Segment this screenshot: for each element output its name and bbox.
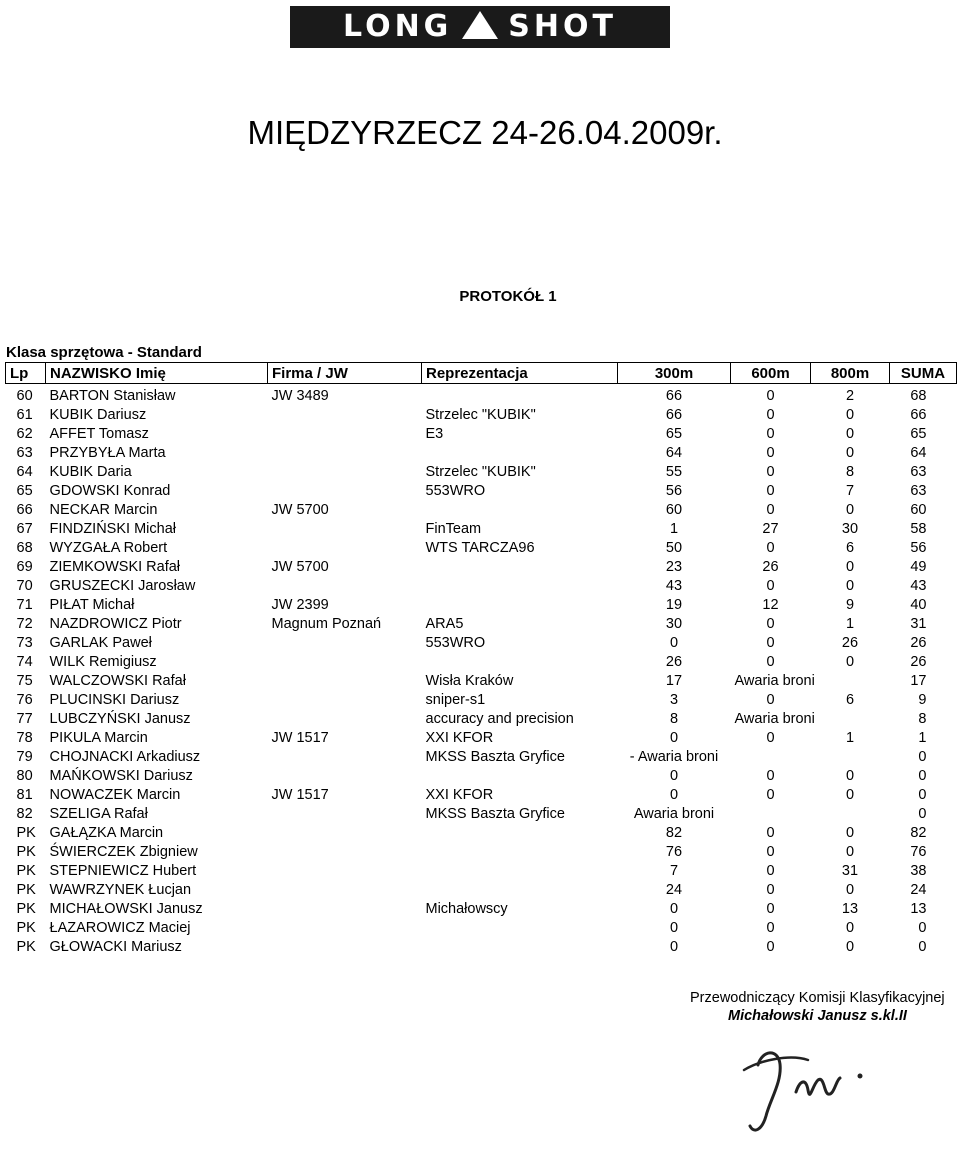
table-cell xyxy=(268,653,422,672)
table-cell: PIŁAT Michał xyxy=(49,597,135,613)
table-cell: 74 xyxy=(16,654,33,670)
table-cell xyxy=(422,501,618,520)
table-cell: FINDZIŃSKI Michał xyxy=(49,521,176,537)
table-cell: 0 xyxy=(845,407,855,423)
table-cell: 78 xyxy=(16,730,33,746)
table-cell: 0 xyxy=(766,730,775,746)
table-cell: 43 xyxy=(910,578,927,594)
column-header: 300m xyxy=(618,363,731,384)
table-cell: MICHAŁOWSKI Janusz xyxy=(49,901,203,917)
table-row xyxy=(6,384,957,407)
table-cell xyxy=(268,577,422,596)
table-cell: 49 xyxy=(910,559,927,575)
table-cell xyxy=(268,634,422,653)
table-cell: 30 xyxy=(665,616,683,632)
table-cell: 0 xyxy=(845,654,855,670)
table-cell: 76 xyxy=(910,844,927,860)
table-cell: 0 xyxy=(766,901,775,917)
table-cell: PK xyxy=(16,863,36,879)
table-cell: 0 xyxy=(766,616,775,632)
table-cell: 0 xyxy=(766,483,775,499)
table-cell: E3 xyxy=(425,426,444,442)
table-cell: 0 xyxy=(766,768,775,784)
table-row xyxy=(6,691,957,710)
table-cell: 0 xyxy=(669,635,679,651)
table-cell: Strzelec "KUBIK" xyxy=(425,407,536,423)
table-cell: GARLAK Paweł xyxy=(49,635,152,651)
table-cell: 0 xyxy=(845,844,855,860)
table-cell: 0 xyxy=(918,749,927,765)
table-cell: MAŃKOWSKI Dariusz xyxy=(49,768,193,784)
table-cell: JW 1517 xyxy=(271,787,329,803)
table-cell: 0 xyxy=(766,787,775,803)
table-cell: 7 xyxy=(845,483,855,499)
table-cell: LUBCZYŃSKI Janusz xyxy=(49,711,191,727)
logo-chevron-icon xyxy=(462,11,498,39)
footer xyxy=(690,990,960,1024)
table-cell: 0 xyxy=(845,920,855,936)
table-cell: MKSS Baszta Gryfice xyxy=(425,749,565,765)
column-header: Lp xyxy=(6,363,46,384)
table-cell: 0 xyxy=(766,445,775,461)
table-cell: 0 xyxy=(766,635,775,651)
table-cell: accuracy and precision xyxy=(425,711,574,727)
table-cell: 82 xyxy=(910,825,927,841)
table-cell: 65 xyxy=(665,426,683,442)
table-row xyxy=(6,672,957,691)
table-cell: Awaria broni xyxy=(633,806,715,822)
table-cell: 0 xyxy=(766,692,775,708)
table-cell: 60 xyxy=(16,388,33,404)
table-row xyxy=(6,862,957,881)
column-header: NAZWISKO Imię xyxy=(46,363,268,384)
table-cell xyxy=(268,843,422,862)
table-cell: 0 xyxy=(918,939,927,955)
table-cell: MKSS Baszta Gryfice xyxy=(425,806,565,822)
table-cell xyxy=(268,710,422,729)
equipment-class-title: Klasa sprzętowa - Standard xyxy=(6,344,202,361)
table-cell: PK xyxy=(16,920,36,936)
table-cell: 6 xyxy=(845,540,855,556)
table-cell: 0 xyxy=(669,901,679,917)
table-cell: CHOJNACKI Arkadiusz xyxy=(49,749,201,765)
header-row xyxy=(6,363,957,384)
table-cell: 64 xyxy=(910,445,927,461)
table-cell: 75 xyxy=(16,673,33,689)
table-cell: 55 xyxy=(665,464,683,480)
table-cell: 0 xyxy=(766,578,775,594)
table-cell: 60 xyxy=(910,502,927,518)
table-cell: 66 xyxy=(16,502,33,518)
table-cell xyxy=(422,558,618,577)
table-cell: 0 xyxy=(845,882,855,898)
table-cell: 0 xyxy=(766,407,775,423)
table-row xyxy=(6,615,957,634)
table-cell: 66 xyxy=(910,407,927,423)
table-cell: 8 xyxy=(669,711,679,727)
table-cell: 0 xyxy=(845,502,855,518)
table-cell: 0 xyxy=(766,388,775,404)
table-cell: 50 xyxy=(665,540,683,556)
table-cell: 8 xyxy=(845,464,855,480)
table-row xyxy=(6,881,957,900)
table-cell: 24 xyxy=(665,882,683,898)
table-cell xyxy=(422,384,618,407)
table-cell: PK xyxy=(16,882,36,898)
table-cell: 68 xyxy=(16,540,33,556)
table-cell: 38 xyxy=(910,863,927,879)
table-cell: GAŁĄZKA Marcin xyxy=(49,825,164,841)
table-cell: 71 xyxy=(16,597,33,613)
logo-word-right: SHOT xyxy=(508,9,617,44)
table-cell: 68 xyxy=(910,388,927,404)
table-cell: 553WRO xyxy=(425,635,486,651)
table-row xyxy=(6,653,957,672)
table-row xyxy=(6,919,957,938)
table-cell: ZIEMKOWSKI Rafał xyxy=(49,559,181,575)
table-cell xyxy=(731,748,811,767)
table-cell xyxy=(731,805,811,824)
table-cell: 63 xyxy=(910,483,927,499)
results-table xyxy=(5,362,957,957)
table-cell: - Awaria broni xyxy=(629,749,719,765)
table-cell: PK xyxy=(16,825,36,841)
chair-title: Przewodniczący Komisji Klasyfikacyjnej xyxy=(690,990,945,1006)
table-row xyxy=(6,748,957,767)
table-cell: 13 xyxy=(910,901,927,917)
table-row xyxy=(6,710,957,729)
table-cell: 0 xyxy=(669,920,679,936)
table-cell: 65 xyxy=(910,426,927,442)
table-cell: 81 xyxy=(16,787,33,803)
table-cell xyxy=(811,805,890,824)
table-cell: 70 xyxy=(16,578,33,594)
table-cell xyxy=(268,862,422,881)
table-row xyxy=(6,520,957,539)
table-cell: PK xyxy=(16,939,36,955)
table-cell xyxy=(268,767,422,786)
table-row xyxy=(6,444,957,463)
table-row xyxy=(6,900,957,919)
table-row xyxy=(6,406,957,425)
signature-image xyxy=(700,1030,950,1170)
table-cell xyxy=(422,919,618,938)
protocol-title: PROTOKÓŁ 1 xyxy=(459,288,557,305)
table-cell: Michałowscy xyxy=(425,901,508,917)
table-cell: KUBIK Dariusz xyxy=(49,407,147,423)
table-row xyxy=(6,786,957,805)
table-row xyxy=(6,539,957,558)
table-cell: 0 xyxy=(845,939,855,955)
table-cell xyxy=(422,938,618,957)
table-cell: 82 xyxy=(665,825,683,841)
table-cell: 43 xyxy=(665,578,683,594)
table-cell: SZELIGA Rafał xyxy=(49,806,148,822)
table-cell: 0 xyxy=(766,939,775,955)
table-cell: BARTON Stanisław xyxy=(49,388,176,404)
table-cell: 64 xyxy=(16,464,33,480)
chair-name: Michałowski Janusz s.kl.II xyxy=(728,1008,907,1024)
table-cell: FinTeam xyxy=(425,521,482,537)
table-cell: 19 xyxy=(665,597,683,613)
table-cell: 31 xyxy=(910,616,927,632)
table-cell xyxy=(268,444,422,463)
table-cell xyxy=(268,881,422,900)
results-table-header xyxy=(6,363,957,384)
table-cell: 6 xyxy=(845,692,855,708)
table-cell: 0 xyxy=(766,920,775,936)
table-cell: 73 xyxy=(16,635,33,651)
table-row xyxy=(6,596,957,615)
table-row xyxy=(6,729,957,748)
table-cell: 0 xyxy=(845,578,855,594)
table-cell: 0 xyxy=(918,768,927,784)
table-row xyxy=(6,482,957,501)
table-cell: NECKAR Marcin xyxy=(49,502,158,518)
table-cell: 77 xyxy=(16,711,33,727)
table-cell: 0 xyxy=(918,920,927,936)
table-cell: PRZYBYŁA Marta xyxy=(49,445,166,461)
table-cell: 31 xyxy=(841,863,859,879)
table-cell: 0 xyxy=(669,939,679,955)
table-cell: 0 xyxy=(845,559,855,575)
table-cell: 24 xyxy=(910,882,927,898)
table-cell xyxy=(268,425,422,444)
table-cell: 0 xyxy=(766,654,775,670)
table-cell: 30 xyxy=(841,521,859,537)
table-cell: WAWRZYNEK Łucjan xyxy=(49,882,192,898)
table-cell: GDOWSKI Konrad xyxy=(49,483,171,499)
table-cell: JW 5700 xyxy=(271,559,329,575)
table-cell: 0 xyxy=(845,787,855,803)
table-row xyxy=(6,558,957,577)
table-cell xyxy=(422,596,618,615)
table-cell: Magnum Poznań xyxy=(271,616,382,632)
table-cell: WALCZOWSKI Rafał xyxy=(49,673,186,689)
table-cell: 1 xyxy=(845,730,855,746)
table-cell: 0 xyxy=(669,730,679,746)
table-cell: JW 5700 xyxy=(271,502,329,518)
table-cell xyxy=(268,824,422,843)
page-title: MIĘDZYRZECZ 24-26.04.2009r. xyxy=(247,114,723,151)
table-cell: 13 xyxy=(841,901,859,917)
table-cell: 23 xyxy=(665,559,683,575)
table-row xyxy=(6,938,957,957)
table-cell: GŁOWACKI Mariusz xyxy=(49,939,182,955)
table-row xyxy=(6,824,957,843)
table-row xyxy=(6,463,957,482)
table-cell: 80 xyxy=(16,768,33,784)
table-cell: STEPNIEWICZ Hubert xyxy=(49,863,197,879)
table-cell: 56 xyxy=(665,483,683,499)
table-cell: 2 xyxy=(845,388,855,404)
longshot-logo xyxy=(290,6,670,48)
table-cell: 76 xyxy=(16,692,33,708)
table-cell: 0 xyxy=(918,787,927,803)
table-cell: ŚWIERCZEK Zbigniew xyxy=(49,844,198,860)
table-cell: 9 xyxy=(918,692,927,708)
table-cell: 56 xyxy=(910,540,927,556)
table-cell: KUBIK Daria xyxy=(49,464,132,480)
table-row xyxy=(6,425,957,444)
table-row xyxy=(6,805,957,824)
logo-word-left: LONG xyxy=(343,9,453,44)
table-cell: 0 xyxy=(845,426,855,442)
table-cell: PK xyxy=(16,844,36,860)
column-header: 600m xyxy=(731,363,811,384)
table-cell: XXI KFOR xyxy=(425,730,494,746)
table-cell: 0 xyxy=(766,863,775,879)
table-cell: 40 xyxy=(910,597,927,613)
table-cell: 1 xyxy=(845,616,855,632)
table-cell: 76 xyxy=(665,844,683,860)
table-cell: NAZDROWICZ Piotr xyxy=(49,616,182,632)
table-cell xyxy=(268,805,422,824)
table-cell xyxy=(268,672,422,691)
table-cell: ARA5 xyxy=(425,616,464,632)
table-cell: sniper-s1 xyxy=(425,692,486,708)
column-header: Reprezentacja xyxy=(422,363,618,384)
table-row xyxy=(6,843,957,862)
table-row xyxy=(6,634,957,653)
table-cell: 72 xyxy=(16,616,33,632)
table-cell: 61 xyxy=(16,407,33,423)
table-cell: 9 xyxy=(845,597,855,613)
table-cell xyxy=(422,862,618,881)
table-cell: JW 3489 xyxy=(271,388,329,404)
table-cell: PK xyxy=(16,901,36,917)
table-cell: AFFET Tomasz xyxy=(49,426,149,442)
table-cell: 82 xyxy=(16,806,33,822)
table-cell: 64 xyxy=(665,445,683,461)
table-cell: PLUCINSKI Dariusz xyxy=(49,692,180,708)
table-cell: 3 xyxy=(669,692,679,708)
table-cell: 67 xyxy=(16,521,33,537)
table-cell: 0 xyxy=(766,825,775,841)
table-cell: 0 xyxy=(766,882,775,898)
table-cell: NOWACZEK Marcin xyxy=(49,787,181,803)
table-cell: 12 xyxy=(762,597,779,613)
table-cell: 17 xyxy=(665,673,683,689)
table-row xyxy=(6,501,957,520)
table-cell: 62 xyxy=(16,426,33,442)
table-cell: WILK Remigiusz xyxy=(49,654,157,670)
table-cell: 1 xyxy=(918,730,927,746)
table-cell: XXI KFOR xyxy=(425,787,494,803)
table-cell: 1 xyxy=(669,521,679,537)
table-cell: 26 xyxy=(665,654,683,670)
column-header: Firma / JW xyxy=(268,363,422,384)
table-cell: ŁAZAROWICZ Maciej xyxy=(49,920,191,936)
table-cell xyxy=(268,691,422,710)
table-cell xyxy=(268,938,422,957)
table-row xyxy=(6,767,957,786)
table-cell: Wisła Kraków xyxy=(425,673,514,689)
table-cell: 0 xyxy=(845,825,855,841)
results-table-body xyxy=(6,384,957,958)
table-cell: 0 xyxy=(918,806,927,822)
table-cell: 66 xyxy=(665,407,683,423)
table-cell xyxy=(422,881,618,900)
table-cell: 0 xyxy=(845,445,855,461)
table-cell: 0 xyxy=(766,844,775,860)
table-cell: WTS TARCZA96 xyxy=(425,540,535,556)
table-cell: 0 xyxy=(669,768,679,784)
table-cell: 7 xyxy=(669,863,679,879)
table-cell xyxy=(268,406,422,425)
table-cell: 63 xyxy=(910,464,927,480)
table-cell xyxy=(268,919,422,938)
table-cell: 0 xyxy=(669,787,679,803)
table-cell: 66 xyxy=(665,388,683,404)
table-cell: 26 xyxy=(762,559,779,575)
table-cell: 0 xyxy=(766,540,775,556)
table-cell: 26 xyxy=(910,635,927,651)
table-cell xyxy=(811,710,890,729)
table-cell: 0 xyxy=(766,502,775,518)
column-header: 800m xyxy=(811,363,890,384)
table-cell xyxy=(811,672,890,691)
table-cell: JW 1517 xyxy=(271,730,329,746)
table-cell xyxy=(422,653,618,672)
table-cell: Awaria broni xyxy=(734,711,815,727)
table-cell: 26 xyxy=(910,654,927,670)
table-cell xyxy=(422,843,618,862)
table-cell: 0 xyxy=(845,768,855,784)
table-cell: Strzelec "KUBIK" xyxy=(425,464,536,480)
table-cell: 26 xyxy=(841,635,859,651)
table-cell: GRUSZECKI Jarosław xyxy=(49,578,196,594)
table-cell xyxy=(422,577,618,596)
table-cell: 65 xyxy=(16,483,33,499)
table-cell xyxy=(268,900,422,919)
table-cell: JW 2399 xyxy=(271,597,329,613)
table-cell: 63 xyxy=(16,445,33,461)
table-cell: 553WRO xyxy=(425,483,486,499)
table-cell xyxy=(268,520,422,539)
table-cell: Awaria broni xyxy=(734,673,815,689)
table-cell xyxy=(422,444,618,463)
table-cell: WYZGAŁA Robert xyxy=(49,540,168,556)
table-cell: 8 xyxy=(918,711,927,727)
table-cell xyxy=(422,824,618,843)
table-cell: 27 xyxy=(762,521,779,537)
table-cell xyxy=(268,748,422,767)
table-cell: 0 xyxy=(766,426,775,442)
table-cell: 79 xyxy=(16,749,33,765)
table-row xyxy=(6,577,957,596)
table-cell xyxy=(811,748,890,767)
table-cell: 60 xyxy=(665,502,683,518)
table-cell xyxy=(268,482,422,501)
table-cell: 69 xyxy=(16,559,33,575)
table-cell xyxy=(422,767,618,786)
table-cell xyxy=(268,539,422,558)
column-header: SUMA xyxy=(890,363,957,384)
table-cell: 17 xyxy=(910,673,927,689)
table-cell: PIKULA Marcin xyxy=(49,730,148,746)
table-cell: 0 xyxy=(766,464,775,480)
table-cell: 58 xyxy=(910,521,927,537)
table-cell xyxy=(268,463,422,482)
